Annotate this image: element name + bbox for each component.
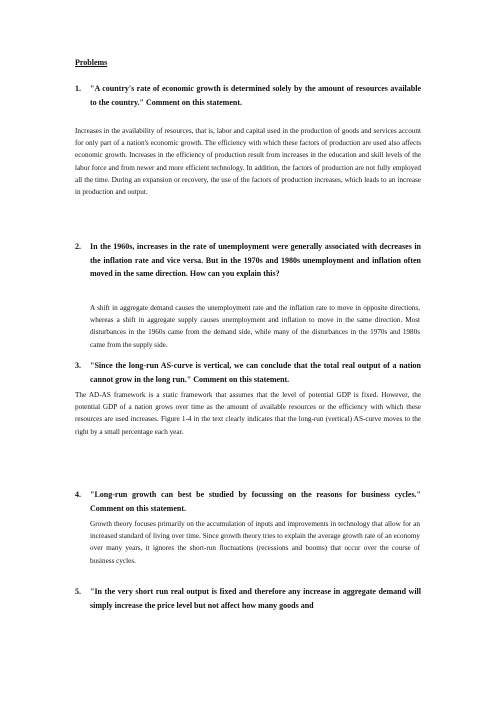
answer-2: A shift in aggregate demand causes the unemployment rate and the inflation rate to move in opposite directions, whereas a shift in aggregate supply causes unemployment and inflation to move in the same direction. Most disturbances in the 1960s came from the demand side, while many of the disturbances in the 1970s and 1980s came from the supply side. [90, 304, 420, 349]
question-number: 5. [75, 587, 81, 596]
answer-3: The AD-AS framework is a static framework that assumes that the level of potential GDP is fixed. However, the potential GDP of a nation grows over time as the amount of available resources or the efficiency with which these resources are used increases. Figure 1-4 in the text clearly indicates that the long-run (vertical) AS-curve moves to the right by a small percentage each year. [75, 391, 421, 436]
question-text: "Since the long-run AS-curve is vertical, we can conclude that the total real output of a nation cannot grow in the long run." Comment on this statement. [90, 361, 421, 384]
answer-1: Increases in the availability of resources, that is, labor and capital used in the production of goods and services account for only part of a nation's economic growth. The efficiency with which these factors of production are used also affects economic growth. Increases in the efficiency of production result from increases in the education and skill levels of the labor force and from newer and more efficient technology. In addition, the factors of production are not fully employed all the time. During an expansion or recovery, the use of the factors of production increases, which leads to an increase in production and output. [75, 127, 421, 197]
question-2 [75, 240, 421, 281]
question-4 [75, 488, 421, 515]
question-text: "Long-run growth can best be studied by focussing on the reasons for business cycles." Comment on this statement. [90, 490, 421, 513]
question-number: 1. [75, 84, 81, 93]
question-3 [75, 359, 421, 386]
question-text: In the 1960s, increases in the rate of unemployment were generally associated with decreases in the inflation rate and vice versa. But in the 1970s and 1980s unemployment and inflation often moved in the same direction. How can you explain this? [90, 242, 421, 278]
question-1 [75, 82, 421, 109]
question-number: 3. [75, 361, 81, 370]
answer-4: Growth theory focuses primarily on the accumulation of inputs and improvements in technology that allow for an increased standard of living over time. Since growth theory tries to explain the average growth rate of an economy over many years, it ignores the short-run fluctuations (recessions and booms) that occur over the course of business cycles. [90, 520, 420, 565]
question-number: 2. [75, 242, 81, 251]
section-heading: Problems [75, 58, 108, 67]
question-number: 4. [75, 490, 81, 499]
question-text: "A country's rate of economic growth is determined solely by the amount of resources available to the country." Comment on this statement. [90, 84, 421, 107]
question-text: "In the very short run real output is fixed and therefore any increase in aggregate demand will simply increase the price level but not affect how many goods and [90, 587, 421, 610]
question-5 [75, 585, 421, 612]
